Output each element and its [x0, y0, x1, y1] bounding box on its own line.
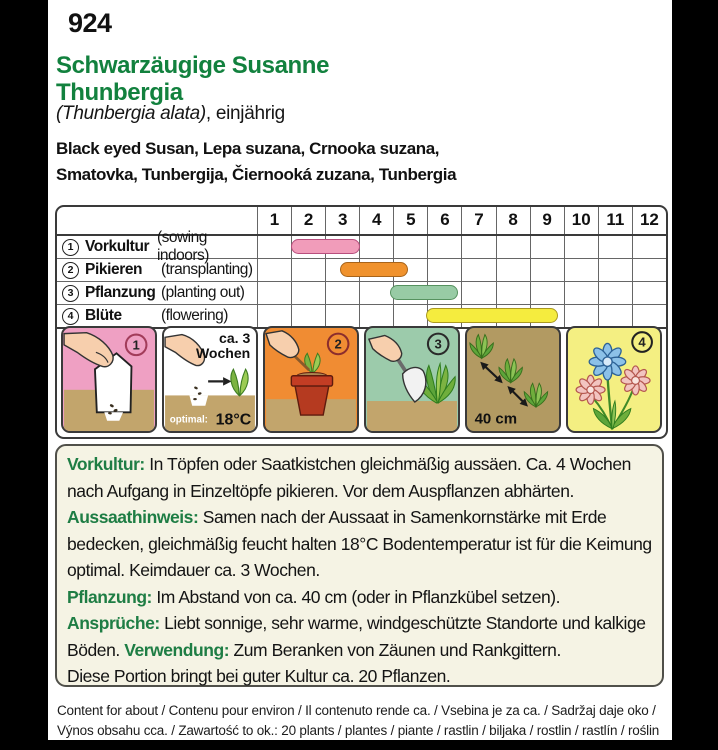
- care-paragraph: [67, 610, 652, 663]
- calendar-bar: [340, 262, 408, 277]
- month-header-cell: 7: [461, 207, 495, 234]
- month-cell: [632, 259, 666, 281]
- step-1-number: 1: [132, 337, 140, 353]
- sprout-leaf-icon: [231, 369, 239, 395]
- month-cell: [496, 282, 530, 304]
- calendar-and-pictograms-box: [55, 205, 668, 439]
- spacing-illustration: [467, 328, 559, 431]
- month-header-cell: 12: [632, 207, 666, 234]
- row-number-badge: 2: [62, 262, 79, 279]
- care-keyword: Aussaathinweis:: [67, 507, 199, 527]
- month-cell: [530, 259, 564, 281]
- transplanting-illustration: [265, 328, 357, 431]
- month-cell: [530, 282, 564, 304]
- month-cell: [564, 282, 598, 304]
- content-note: [57, 701, 659, 741]
- month-cell: [632, 282, 666, 304]
- month-cell: [461, 236, 495, 258]
- optimal-label: optimal:: [169, 414, 208, 426]
- seed-packet-back: [48, 0, 672, 740]
- month-cell: [461, 282, 495, 304]
- month-cell: [291, 282, 325, 304]
- calendar-bar: [390, 285, 458, 300]
- care-instructions-box: [55, 444, 664, 687]
- sprout-leaf-icon: [240, 369, 248, 395]
- calendar-row-label: [57, 229, 257, 264]
- month-header-cell: 1: [257, 207, 291, 234]
- month-header-cell: 9: [530, 207, 564, 234]
- sowing-illustration: [63, 328, 155, 431]
- care-text: Zum Beranken von Zäunen und Rankgittern.: [229, 639, 561, 660]
- care-text: In Töpfen oder Saatkistchen gleichmäßig aussäen. Ca. 4 Wochen nach Aufgang in Einzeltöpfe pikieren. Vor dem Auspflanzen abhärten.: [67, 454, 631, 501]
- care-keyword: Verwendung:: [124, 639, 230, 660]
- calendar-bar: [426, 308, 558, 323]
- month-header-cell: 4: [359, 207, 393, 234]
- content-note-line2: Výnos obsahu cca. / Zawartość to ok.: 20 plants / plantes / piante / rastlin / biljaka / rostlin / rastlín / roślin: [57, 723, 660, 738]
- month-header-cell: 11: [598, 207, 632, 234]
- pictogram-planting-out: [364, 326, 460, 433]
- month-header-cell: 10: [564, 207, 598, 234]
- duration-text-line2: Wochen: [195, 344, 251, 361]
- step-2-number: 2: [334, 336, 342, 352]
- month-header-row: [57, 207, 666, 236]
- blue-flower-icon: [589, 343, 626, 380]
- common-names-line2: Smatovka, Tunbergija, Čiernooká zuzana, Tunbergia: [56, 165, 457, 184]
- month-cell: [496, 236, 530, 258]
- pot-body-icon: [295, 386, 329, 415]
- plant-title-line1: Schwarzäugige Susanne: [56, 52, 330, 79]
- month-cell: [564, 236, 598, 258]
- month-cell: [359, 282, 393, 304]
- row-number-badge: 3: [62, 285, 79, 302]
- care-keyword: Vorkultur:: [67, 454, 145, 474]
- month-header-cell: 5: [393, 207, 427, 234]
- pictogram-transplanting: [263, 326, 359, 433]
- pictogram-sowing: [61, 326, 157, 433]
- care-keyword: Ansprüche:: [67, 613, 160, 633]
- hand-icon: [266, 331, 299, 358]
- month-cell: [598, 259, 632, 281]
- month-cell: [291, 259, 325, 281]
- month-grid: [257, 282, 666, 304]
- care-text: Im Abstand von ca. 40 cm (oder in Pflanzkübel setzen).: [151, 586, 561, 607]
- month-grid: [257, 259, 666, 281]
- pink-flower-icon: [621, 366, 650, 395]
- germination-illustration: [164, 328, 256, 431]
- spacing-arrow-icon: [480, 362, 502, 384]
- month-header-cell: 2: [291, 207, 325, 234]
- soil-notch-icon: [189, 395, 208, 405]
- row-label-de: Blüte: [85, 307, 122, 324]
- row-label-de: Pflanzung: [85, 284, 156, 301]
- month-cell: [359, 236, 393, 258]
- pictogram-strip: [57, 322, 666, 437]
- row-label-de: Pikieren: [85, 261, 143, 278]
- month-cell: [325, 282, 359, 304]
- row-label-de: Vorkultur: [85, 238, 150, 255]
- common-names-line1: Black eyed Susan, Lepa suzana, Crnooka suzana,: [56, 139, 440, 158]
- article-number: 924: [68, 8, 112, 38]
- pictogram-germination: [162, 326, 258, 433]
- trowel-blade-icon: [403, 367, 426, 402]
- step-3-number: 3: [434, 336, 442, 352]
- seed-icon: [194, 386, 198, 390]
- soil-icon: [367, 401, 457, 431]
- month-cell: [427, 236, 461, 258]
- content-note-line1: Content for about / Contenu pour environ / Il contenuto rende ca. / Vsebina je za ca. / Sadržaj daje oko /: [57, 703, 656, 718]
- month-header-cell: 3: [325, 207, 359, 234]
- care-paragraph: [67, 504, 652, 584]
- row-label-en: (planting out): [161, 284, 245, 301]
- care-paragraph: [67, 584, 652, 611]
- care-paragraph: [67, 451, 652, 504]
- month-cell: [496, 259, 530, 281]
- calendar-row: [57, 259, 666, 282]
- month-cell: [257, 282, 291, 304]
- pink-flower-icon: [576, 375, 605, 404]
- row-number-badge: 1: [62, 239, 79, 256]
- calendar-rows: [57, 229, 666, 329]
- calendar-bar: [291, 239, 361, 254]
- month-cell: [564, 259, 598, 281]
- care-paragraphs: [67, 451, 652, 690]
- seedling-leaf-icon: [313, 353, 320, 373]
- pot-rim-icon: [291, 376, 332, 386]
- calendar-row-label: [57, 259, 257, 281]
- care-text: Diese Portion bringt bei guter Kultur ca. 20 Pflanzen.: [67, 666, 451, 686]
- month-cell: [257, 259, 291, 281]
- annual-note: , einjährig: [205, 103, 285, 124]
- soil-temperature: 18°C: [215, 411, 252, 429]
- care-text: Samen nach der Aussaat in Samenkornstärke mit Erde bedecken, gleichmäßig feucht halten 18°C Bodentemperatur ist für die Keimung optimal. Keimdauer ca. 3 Wochen.: [67, 507, 652, 580]
- step-4-number: 4: [638, 334, 646, 350]
- calendar-row: [57, 229, 666, 264]
- care-paragraph: [67, 663, 652, 690]
- month-cell: [257, 236, 291, 258]
- planting-out-illustration: [366, 328, 458, 431]
- plant-tuft-icon: [470, 335, 493, 358]
- latin-name: (Thunbergia alata): [56, 103, 206, 124]
- month-cell: [530, 236, 564, 258]
- month-header-cell: 8: [496, 207, 530, 234]
- month-cell: [461, 259, 495, 281]
- care-keyword: Pflanzung:: [67, 586, 152, 607]
- row-number-badge: 4: [62, 308, 79, 325]
- duration-text-line1: ca. 3: [219, 329, 251, 346]
- hand-icon: [64, 333, 113, 367]
- botanical-name-line: [56, 103, 285, 125]
- plant-title: [56, 52, 329, 106]
- pictogram-spacing: [465, 326, 561, 433]
- calendar-row-label: [57, 282, 257, 304]
- pictogram-flowering: [566, 326, 662, 433]
- plant-tuft-icon: [524, 383, 547, 406]
- month-cell: [427, 259, 461, 281]
- spacing-distance: 40 cm: [474, 410, 518, 428]
- flowering-illustration: [568, 328, 660, 431]
- plant-title-line2: Thunbergia: [56, 79, 183, 106]
- month-cell: [598, 236, 632, 258]
- month-header-cell: 6: [427, 207, 461, 234]
- month-cell: [393, 236, 427, 258]
- row-label-en: (transplanting): [161, 261, 253, 278]
- seed-icon: [198, 392, 202, 395]
- common-names: [56, 136, 456, 188]
- arrow-head-icon: [223, 377, 231, 385]
- month-cell: [598, 282, 632, 304]
- hand-icon: [369, 335, 402, 361]
- row-label-en: (sowing indoors): [156, 229, 209, 264]
- calendar-row: [57, 282, 666, 305]
- care-text: Liebt sonnige, sehr warme, windgeschützte Standorte und kalkige Böden.: [67, 613, 646, 660]
- row-label-en: (flowering): [161, 307, 228, 324]
- plant-tuft-icon: [499, 359, 522, 382]
- seed-icon: [193, 398, 197, 400]
- month-cell: [632, 236, 666, 258]
